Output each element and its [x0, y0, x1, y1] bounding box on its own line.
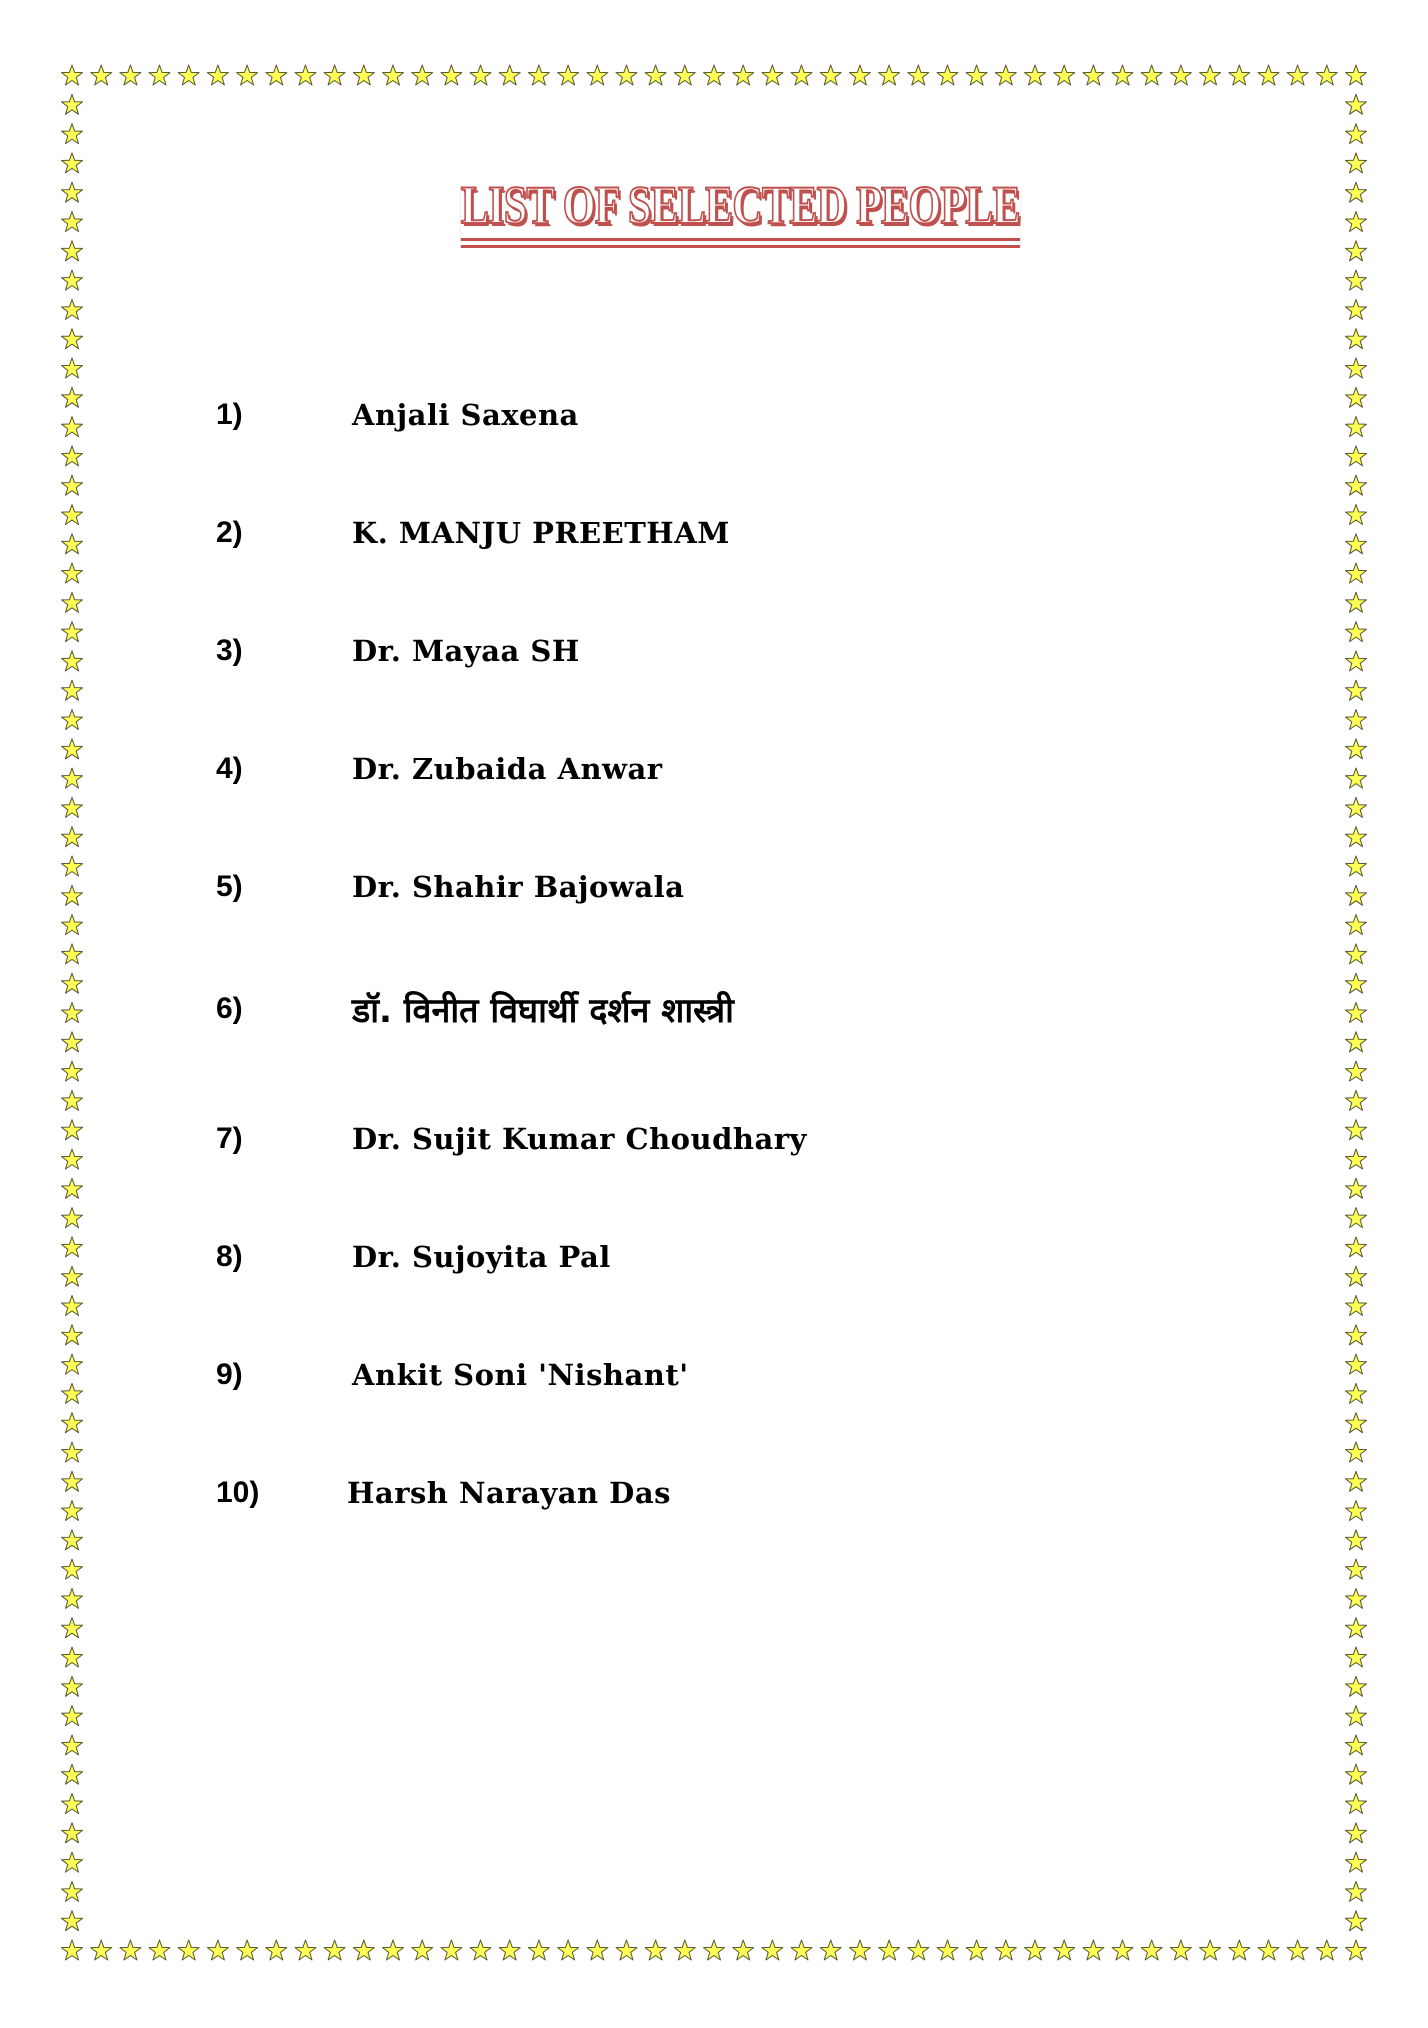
star-icon	[62, 739, 83, 759]
star-icon	[1083, 1940, 1104, 1960]
star-icon	[62, 827, 83, 847]
star-icon	[1346, 1003, 1367, 1023]
item-number: 7)	[216, 1122, 243, 1155]
star-icon	[62, 475, 83, 495]
star-icon	[62, 1383, 83, 1403]
star-icon	[1346, 1764, 1367, 1784]
star-icon	[1346, 563, 1367, 583]
star-icon	[1200, 1940, 1221, 1960]
star-icon	[62, 710, 83, 730]
star-icon	[1346, 680, 1367, 700]
star-icon	[879, 65, 900, 85]
star-icon	[383, 65, 404, 85]
star-icon	[353, 65, 374, 85]
star-icon	[62, 1852, 83, 1872]
star-icon	[1346, 1647, 1367, 1667]
star-icon	[62, 1296, 83, 1316]
star-icon	[62, 797, 83, 817]
star-icon	[1346, 1676, 1367, 1696]
star-icon	[62, 1647, 83, 1667]
star-icon	[1346, 622, 1367, 642]
star-icon	[1346, 1852, 1367, 1872]
star-icon	[62, 651, 83, 671]
star-icon	[587, 1940, 608, 1960]
star-icon	[1346, 153, 1367, 173]
star-icon	[62, 680, 83, 700]
star-icon	[704, 1940, 725, 1960]
star-icon	[470, 1940, 491, 1960]
star-icon	[1346, 1881, 1367, 1901]
star-icon	[558, 1940, 579, 1960]
star-icon	[1346, 1383, 1367, 1403]
star-icon	[1229, 1940, 1250, 1960]
star-icon	[1200, 65, 1221, 85]
star-icon	[1346, 1706, 1367, 1726]
star-icon	[62, 505, 83, 525]
star-icon	[1346, 505, 1367, 525]
star-icon	[62, 417, 83, 437]
star-icon	[62, 329, 83, 349]
star-icon	[62, 1559, 83, 1579]
person-name: Dr. Sujit Kumar Choudhary	[352, 1122, 807, 1156]
star-icon	[266, 1940, 287, 1960]
star-icon	[62, 1940, 83, 1960]
star-icon	[733, 65, 754, 85]
star-icon	[62, 1588, 83, 1608]
star-icon	[1346, 1794, 1367, 1814]
star-icon	[62, 1149, 83, 1169]
star-icon	[1346, 1940, 1367, 1960]
star-icon	[1346, 475, 1367, 495]
star-icon	[1316, 1940, 1337, 1960]
star-icon	[62, 1911, 83, 1931]
person-name: Dr. Zubaida Anwar	[352, 752, 663, 786]
star-icon	[62, 270, 83, 290]
star-icon	[266, 65, 287, 85]
star-icon	[1346, 1413, 1367, 1433]
star-icon	[353, 1940, 374, 1960]
item-number: 9)	[216, 1358, 243, 1391]
star-icon	[995, 65, 1016, 85]
star-icon	[62, 563, 83, 583]
star-icon	[1346, 827, 1367, 847]
star-icon	[1346, 1911, 1367, 1931]
star-icon	[791, 65, 812, 85]
star-icon	[733, 1940, 754, 1960]
star-icon	[674, 1940, 695, 1960]
star-icon	[1141, 1940, 1162, 1960]
star-icon	[1346, 710, 1367, 730]
star-icon	[1346, 241, 1367, 261]
star-icon	[879, 1940, 900, 1960]
star-icon	[62, 1237, 83, 1257]
star-icon	[1083, 65, 1104, 85]
star-icon	[62, 1764, 83, 1784]
star-icon	[674, 65, 695, 85]
person-name: Anjali Saxena	[352, 398, 579, 432]
star-icon	[616, 65, 637, 85]
star-icon	[528, 1940, 549, 1960]
star-icon	[62, 1618, 83, 1638]
star-icon	[558, 65, 579, 85]
item-number: 8)	[216, 1240, 243, 1273]
star-icon	[383, 1940, 404, 1960]
star-icon	[324, 1940, 345, 1960]
star-icon	[1287, 1940, 1308, 1960]
star-icon	[149, 1940, 170, 1960]
star-icon	[1170, 1940, 1191, 1960]
star-icon	[295, 65, 316, 85]
star-icon	[1346, 94, 1367, 114]
star-icon	[908, 1940, 929, 1960]
star-icon	[1346, 1325, 1367, 1345]
star-icon	[62, 1823, 83, 1843]
star-icon	[1346, 534, 1367, 554]
star-icon	[1346, 1530, 1367, 1550]
star-icon	[1346, 1735, 1367, 1755]
star-icon	[412, 65, 433, 85]
person-name: Dr. Sujoyita Pal	[352, 1240, 611, 1274]
star-icon	[820, 65, 841, 85]
star-icon	[499, 65, 520, 85]
star-icon	[1346, 1354, 1367, 1374]
star-icon	[616, 1940, 637, 1960]
person-name: डॉ. विनीत विघार्थी दर्शन शास्त्री	[352, 991, 734, 1031]
star-icon	[1346, 270, 1367, 290]
star-icon	[1346, 1471, 1367, 1491]
star-icon	[995, 1940, 1016, 1960]
star-icon	[295, 1940, 316, 1960]
star-icon	[62, 534, 83, 554]
person-name: Harsh Narayan Das	[347, 1476, 671, 1510]
item-number: 4)	[216, 752, 243, 785]
star-icon	[849, 1940, 870, 1960]
star-icon	[62, 1881, 83, 1901]
star-icon	[91, 65, 112, 85]
star-icon	[1346, 446, 1367, 466]
star-icon	[1346, 1237, 1367, 1257]
star-icon	[966, 65, 987, 85]
star-icon	[324, 65, 345, 85]
star-icon	[1258, 65, 1279, 85]
star-icon	[62, 1735, 83, 1755]
star-icon	[528, 65, 549, 85]
star-icon	[62, 1442, 83, 1462]
star-icon	[1025, 65, 1046, 85]
star-icon	[791, 1940, 812, 1960]
item-number: 3)	[216, 634, 243, 667]
star-icon	[937, 65, 958, 85]
star-icon	[645, 65, 666, 85]
star-icon	[1229, 65, 1250, 85]
star-icon	[1346, 329, 1367, 349]
star-icon	[1346, 1090, 1367, 1110]
star-icon	[1346, 1149, 1367, 1169]
star-icon	[62, 1354, 83, 1374]
star-icon	[470, 65, 491, 85]
star-icon	[62, 124, 83, 144]
star-icon	[966, 1940, 987, 1960]
star-icon	[62, 592, 83, 612]
star-icon	[1346, 856, 1367, 876]
star-icon	[1346, 1501, 1367, 1521]
star-icon	[62, 241, 83, 261]
star-icon	[62, 885, 83, 905]
star-icon	[762, 65, 783, 85]
star-icon	[1054, 1940, 1075, 1960]
person-name: Ankit Soni 'Nishant'	[352, 1358, 689, 1392]
star-icon	[207, 65, 228, 85]
star-icon	[91, 1940, 112, 1960]
item-number: 5)	[216, 870, 243, 903]
star-icon	[1346, 1559, 1367, 1579]
star-icon	[62, 856, 83, 876]
star-icon	[1346, 973, 1367, 993]
star-icon	[1346, 1208, 1367, 1228]
star-icon	[1346, 1032, 1367, 1052]
star-icon	[62, 1090, 83, 1110]
star-icon	[62, 1706, 83, 1726]
star-icon	[1112, 65, 1133, 85]
star-icon	[1346, 1823, 1367, 1843]
star-icon	[1346, 739, 1367, 759]
star-icon	[62, 94, 83, 114]
star-icon	[1346, 1442, 1367, 1462]
star-icon	[62, 387, 83, 407]
star-icon	[1346, 944, 1367, 964]
star-icon	[62, 446, 83, 466]
star-icon	[412, 1940, 433, 1960]
title-container	[0, 175, 1428, 241]
star-icon	[1287, 65, 1308, 85]
star-icon	[1346, 1120, 1367, 1140]
star-icon	[62, 358, 83, 378]
item-number: 6)	[216, 992, 243, 1025]
star-icon	[1346, 1178, 1367, 1198]
star-icon	[1346, 768, 1367, 788]
star-icon	[1346, 915, 1367, 935]
star-icon	[441, 1940, 462, 1960]
person-name: Dr. Mayaa SH	[352, 634, 580, 668]
star-icon	[499, 1940, 520, 1960]
item-number: 2)	[216, 516, 243, 549]
star-icon	[62, 1061, 83, 1081]
person-name: Dr. Shahir Bajowala	[352, 870, 685, 904]
star-icon	[62, 299, 83, 319]
star-icon	[704, 65, 725, 85]
star-icon	[62, 65, 83, 85]
star-icon	[645, 1940, 666, 1960]
star-icon	[62, 622, 83, 642]
star-icon	[587, 65, 608, 85]
star-icon	[1141, 65, 1162, 85]
star-icon	[62, 944, 83, 964]
star-icon	[1346, 1588, 1367, 1608]
star-icon	[178, 1940, 199, 1960]
star-icon	[762, 1940, 783, 1960]
item-number: 1)	[216, 398, 243, 431]
star-icon	[1346, 1266, 1367, 1286]
star-icon	[62, 768, 83, 788]
item-number: 10)	[216, 1476, 260, 1509]
star-icon	[1054, 65, 1075, 85]
star-icon	[1346, 885, 1367, 905]
star-icon	[62, 1325, 83, 1345]
star-icon	[1346, 417, 1367, 437]
page-title: LIST OF SELECTED PEOPLE	[460, 178, 1019, 241]
star-icon	[1346, 592, 1367, 612]
star-icon	[1346, 1618, 1367, 1638]
star-icon	[62, 1530, 83, 1550]
star-icon	[849, 65, 870, 85]
star-icon	[1346, 651, 1367, 671]
star-icon	[62, 1413, 83, 1433]
star-icon	[207, 1940, 228, 1960]
star-icon	[1346, 1061, 1367, 1081]
star-icon	[1346, 1296, 1367, 1316]
star-icon	[908, 65, 929, 85]
star-icon	[62, 973, 83, 993]
star-icon	[62, 1676, 83, 1696]
star-icon	[62, 1003, 83, 1023]
star-icon	[1258, 1940, 1279, 1960]
star-icon	[237, 1940, 258, 1960]
star-icon	[120, 65, 141, 85]
star-icon	[441, 65, 462, 85]
star-icon	[1025, 1940, 1046, 1960]
star-icon	[1346, 797, 1367, 817]
star-icon	[62, 1208, 83, 1228]
star-icon	[62, 1471, 83, 1491]
person-name: K. MANJU PREETHAM	[352, 516, 730, 550]
star-icon	[1316, 65, 1337, 85]
star-icon	[62, 1794, 83, 1814]
star-icon	[1112, 1940, 1133, 1960]
star-icon	[62, 1266, 83, 1286]
star-icon	[178, 65, 199, 85]
star-icon	[820, 1940, 841, 1960]
star-icon	[1346, 299, 1367, 319]
star-icon	[237, 65, 258, 85]
star-icon	[937, 1940, 958, 1960]
star-icon	[62, 1178, 83, 1198]
star-icon	[1346, 387, 1367, 407]
star-icon	[1346, 65, 1367, 85]
star-icon	[1346, 124, 1367, 144]
star-icon	[149, 65, 170, 85]
star-icon	[1170, 65, 1191, 85]
star-icon	[1346, 358, 1367, 378]
star-icon	[62, 1032, 83, 1052]
star-icon	[62, 1501, 83, 1521]
star-icon	[62, 1120, 83, 1140]
star-icon	[120, 1940, 141, 1960]
star-icon	[62, 915, 83, 935]
star-icon	[62, 153, 83, 173]
